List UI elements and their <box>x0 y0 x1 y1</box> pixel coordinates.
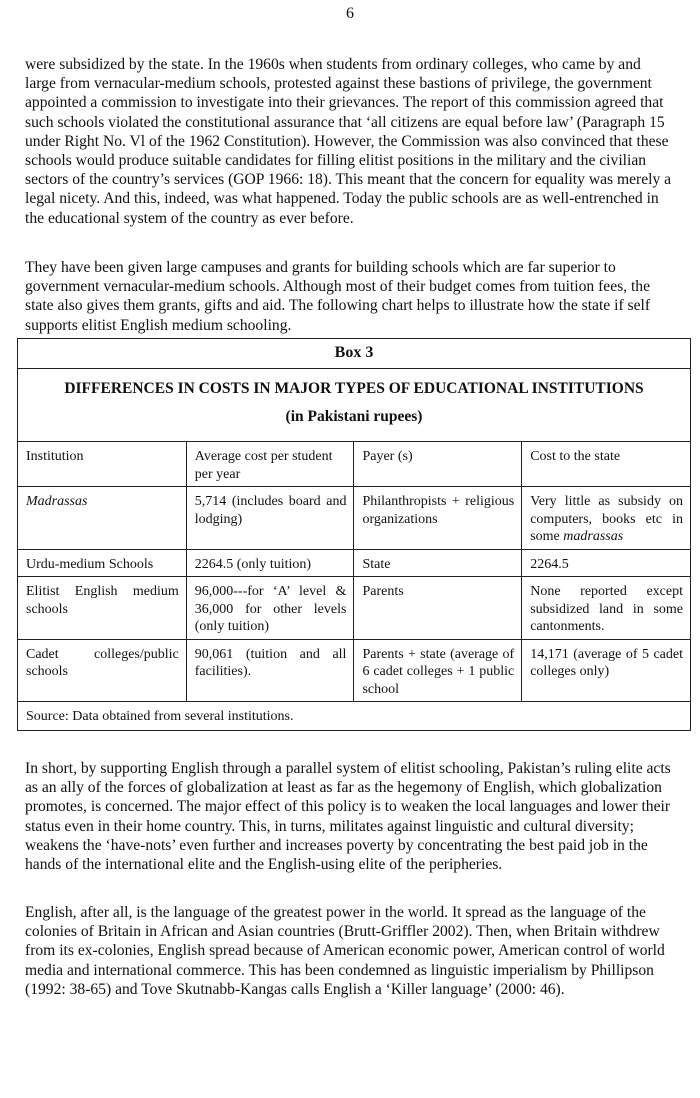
payer-cell: Philanthropists + religious organizations <box>354 487 522 550</box>
table-row <box>18 549 691 577</box>
column-header: Institution <box>18 442 187 487</box>
column-header: Payer (s) <box>354 442 522 487</box>
column-header: Cost to the state <box>522 442 691 487</box>
box-heading <box>18 369 691 442</box>
institution-name: Madrassas <box>26 494 88 509</box>
table-row <box>18 639 691 702</box>
table-source-note: Source: Data obtained from several institutions. <box>18 702 691 731</box>
institution-cell: Elitist English medium schools <box>18 577 187 640</box>
column-header: Average cost per student per year <box>186 442 354 487</box>
state-cost-cell: None reported except subsidized land in some cantonments. <box>522 577 691 640</box>
body-paragraph: English, after all, is the language of the greatest power in the world. It spread as the language of the colonies of Britain in African and Asian countries (Brutt-Griffler 2002). Then, when Britain withdrew from its ex-colonies, English spread because of American economic power, American control of world media and international commerce. This has been condemned as linguistic imperialism by Phillipson (1992: 38-65) and Tove Skutnabb-Kangas calls English a ‘Killer language’ (2000: 46). <box>25 904 665 998</box>
cost-cell: 90,061 (tuition and all facilities). <box>186 639 354 702</box>
cost-cell: 2264.5 (only tuition) <box>186 549 354 577</box>
payer-cell: State <box>354 549 522 577</box>
payer-cell: Parents + state (average of 6 cadet colleges + 1 public school <box>354 639 522 702</box>
cost-cell: 5,714 (includes board and lodging) <box>186 487 354 550</box>
page-number: 6 <box>346 5 354 22</box>
box-heading-line1: DIFFERENCES IN COSTS IN MAJOR TYPES OF EDUCATIONAL INSTITUTIONS <box>64 380 644 397</box>
table-header-row <box>18 442 691 487</box>
table-row <box>18 487 691 550</box>
state-cost-text: Very little as subsidy on computers, books etc in some <box>530 494 683 544</box>
cost-cell: 96,000---for ‘A’ level & 36,000 for other levels (only tuition) <box>186 577 354 640</box>
box-heading-line2: (in Pakistani rupees) <box>285 408 423 425</box>
state-cost-cell <box>522 487 691 550</box>
state-cost-cell: 14,171 (average of 5 cadet colleges only) <box>522 639 691 702</box>
institution-cell: Urdu-medium Schools <box>18 549 187 577</box>
institution-cell: Cadet colleges/public schools <box>18 639 187 702</box>
body-paragraph: were subsidized by the state. In the 1960s when students from ordinary colleges, who came by and large from vernacular-medium schools, protested against these bastions of privilege, the government appointed a commission to investigate into their grievances. The report of this commission agreed that such schools violated the constitutional assurance that ‘all citizens are equal before law’ (Paragraph 15 under Right No. Vl of the 1962 Constitution). However, the Commission was also convinced that these schools would produce suitable candidates for filling elitist positions in the military and the civilian sectors of the country’s services (GOP 1966: 18). This meant that the concern for equality was merely a legal nicety. And this, indeed, was what happened. Today the public schools are as well-entrenched in the educational system of the country as ever before. <box>25 56 672 227</box>
table-row <box>18 577 691 640</box>
body-paragraph: They have been given large campuses and grants for building schools which are far superior to government vernacular-medium schools. Although most of their budget comes from tuition fees, the state also gives them grants, gifts and aid. The following chart helps to illustrate how the state if self supports elitist English medium schooling. <box>25 259 651 334</box>
state-cost-emphasis: madrassas <box>563 529 624 544</box>
state-cost-cell: 2264.5 <box>522 549 691 577</box>
institution-cell <box>18 487 187 550</box>
box-title: Box 3 <box>18 339 691 369</box>
payer-cell: Parents <box>354 577 522 640</box>
body-paragraph: In short, by supporting English through a parallel system of elitist schooling, Pakistan’s ruling elite acts as an ally of the forces of globalization at least as far as the hegemony of English, which globalization promotes, is concerned. The major effect of this policy is to weaken the local languages and lower their status even in their home country. This, in turns, militates against linguistic and cultural diversity; weakens the ‘have-nots’ even further and increases poverty by concentrating the best paid job in the hands of the international elite and the English-using elite of the peripheries. <box>25 760 671 874</box>
cost-comparison-table <box>17 338 691 731</box>
